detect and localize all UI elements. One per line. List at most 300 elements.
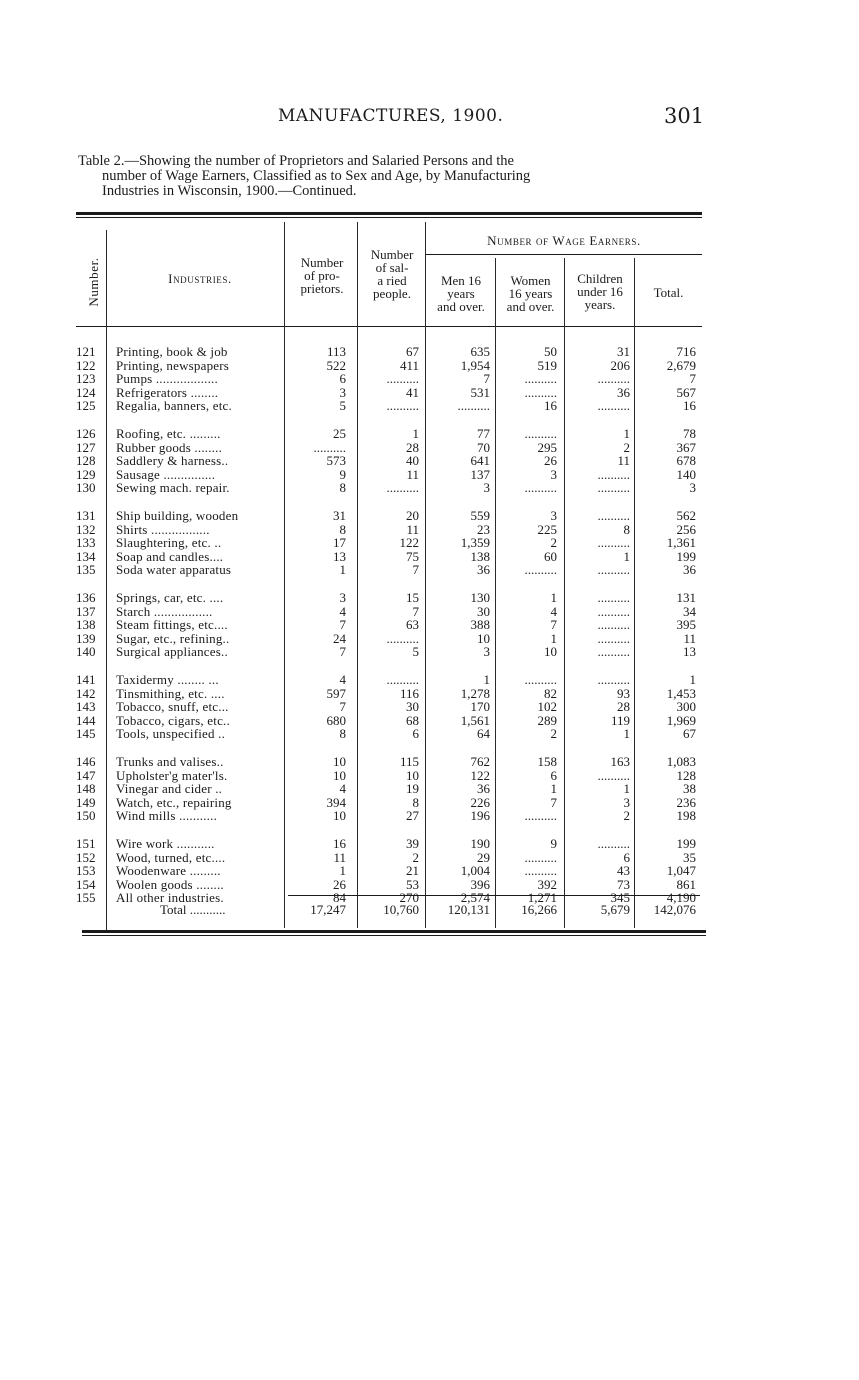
header-men-line: Men 16 [440, 273, 482, 288]
women-cell: 1,271 [527, 890, 557, 905]
proprietors-cell: 1 [339, 863, 346, 878]
proprietors-cell: 16 [333, 836, 346, 851]
industry-name: Tools, unspecified .. [116, 726, 226, 741]
men-cell: 3 [483, 480, 490, 495]
industry-name: Printing, book & job [116, 344, 228, 359]
row-number: 143 [76, 699, 96, 714]
children-cell: 345 [610, 890, 630, 905]
table-row [76, 837, 706, 851]
children-cell: .......... [597, 508, 630, 523]
children-cell: .......... [597, 836, 630, 851]
men-cell: .......... [457, 398, 490, 413]
total-row [76, 902, 706, 918]
proprietors-cell: 522 [326, 357, 346, 373]
men-cell: 531 [470, 384, 490, 400]
women-cell: 158 [537, 754, 557, 769]
men-cell: 635 [470, 344, 490, 359]
women-cell: 26 [544, 453, 557, 468]
men-cell: 196 [470, 808, 490, 823]
women-cell: 3 [550, 508, 557, 523]
men-cell: 36 [477, 781, 490, 796]
women-cell: 4 [550, 603, 557, 619]
men-cell: 559 [470, 508, 490, 523]
total-cell: 2,679 [666, 357, 696, 373]
salaried-cell: 115 [399, 754, 419, 769]
header-children-line: under 16 [577, 284, 623, 299]
industry-name: Ship building, wooden [116, 508, 239, 523]
total-cell: 716 [676, 344, 696, 359]
men-cell: 30 [477, 603, 490, 619]
men-cell: 1 [483, 672, 490, 687]
children-cell: .......... [597, 535, 630, 550]
proprietors-cell: 597 [326, 685, 346, 701]
children-cell: 31 [617, 344, 630, 359]
proprietors-cell: 31 [333, 508, 346, 523]
table-row [76, 645, 706, 659]
proprietors-cell: 7 [339, 644, 346, 659]
industry-name: Slaughtering, etc. .. [116, 535, 222, 550]
women-cell: .......... [524, 562, 557, 577]
women-cell: 102 [537, 699, 557, 714]
women-cell: .......... [524, 672, 557, 687]
header-proprietors-line: Number [300, 255, 344, 270]
proprietors-cell: 13 [333, 548, 346, 564]
table-row [76, 427, 706, 441]
industry-name: Wire work ........... [116, 836, 215, 851]
men-cell: 1,561 [460, 712, 490, 728]
industry-name: Tinsmithing, etc. .... [116, 685, 225, 701]
header-salaried [358, 248, 426, 300]
children-cell: .......... [597, 480, 630, 495]
salaried-cell: 40 [406, 453, 419, 468]
salaried-cell: 63 [406, 617, 419, 632]
salaried-cell: .......... [386, 672, 419, 687]
page-number: 301 [664, 104, 705, 128]
children-cell: .......... [597, 630, 630, 646]
table-top-rule [76, 212, 702, 215]
proprietors-cell: 8 [339, 521, 346, 537]
wage-earners-group-rule [426, 254, 702, 255]
salaried-cell: 15 [406, 590, 419, 605]
total-cell: 140 [676, 466, 696, 482]
children-cell: 163 [610, 754, 630, 769]
women-cell: 82 [544, 685, 557, 701]
women-cell: 16 [544, 398, 557, 413]
row-number: 153 [76, 863, 96, 878]
total-cell: 11 [683, 630, 696, 646]
row-number: 128 [76, 453, 96, 468]
row-number: 122 [76, 357, 96, 373]
children-cell: .......... [597, 672, 630, 687]
total-cell: 1,361 [666, 535, 696, 550]
total-cell: 1,083 [666, 754, 696, 769]
women-cell: 1 [550, 781, 557, 796]
row-number: 137 [76, 603, 96, 619]
proprietors-cell: 3 [339, 384, 346, 400]
children-cell: .......... [597, 562, 630, 577]
row-number: 146 [76, 754, 96, 769]
men-cell: 641 [470, 453, 490, 468]
proprietors-cell: 4 [339, 781, 346, 796]
total-cell: 861 [676, 876, 696, 892]
header-children [565, 272, 635, 311]
women-cell: 2 [550, 726, 557, 741]
row-number: 139 [76, 630, 96, 646]
proprietors-cell: 9 [339, 466, 346, 482]
industry-name: Sewing mach. repair. [116, 480, 230, 495]
table-row [76, 536, 706, 550]
women-cell: .......... [524, 384, 557, 400]
running-title: MANUFACTURES, 1900. [278, 106, 504, 126]
proprietors-cell: 3 [339, 590, 346, 605]
men-cell: 77 [477, 426, 490, 441]
row-number: 125 [76, 398, 96, 413]
salaried-cell: 21 [406, 863, 419, 878]
industry-name: Springs, car, etc. .... [116, 590, 224, 605]
proprietors-cell: 394 [326, 794, 346, 810]
children-cell: 11 [617, 453, 630, 468]
industry-name: All other industries. [116, 890, 224, 905]
industry-name: Regalia, banners, etc. [116, 398, 232, 413]
men-cell: 137 [470, 466, 490, 482]
header-industries: Industries. [168, 271, 232, 286]
table-row [76, 563, 706, 577]
caption-line-2: number of Wage Earners, Classified as to Sex and Age, by Manufacturing [102, 168, 531, 184]
industry-name: Woolen goods ........ [116, 876, 224, 892]
salaried-cell: 7 [412, 603, 419, 619]
men-cell: 226 [470, 794, 490, 810]
children-cell: .......... [597, 466, 630, 482]
total-cell: 367 [676, 439, 696, 455]
children-cell: .......... [597, 617, 630, 632]
industry-name: Vinegar and cider .. [116, 781, 223, 796]
industry-name: Pumps .................. [116, 371, 218, 386]
page-header [0, 104, 859, 134]
proprietors-cell: 8 [339, 726, 346, 741]
table-row [76, 399, 706, 413]
industry-name: Refrigerators ........ [116, 384, 219, 400]
children-cell: .......... [597, 398, 630, 413]
salaried-cell: 67 [406, 344, 419, 359]
women-cell: 50 [544, 344, 557, 359]
women-cell: 519 [537, 357, 557, 373]
header-number: Number. [86, 257, 101, 307]
men-cell: 170 [470, 699, 490, 714]
proprietors-cell: 84 [333, 890, 346, 905]
children-cell: 73 [617, 876, 630, 892]
industry-name: Tobacco, snuff, etc... [116, 699, 229, 714]
industry-name: Watch, etc., repairing [116, 794, 232, 810]
salaried-cell: 1 [412, 426, 419, 441]
women-cell: 1 [550, 630, 557, 646]
caption-line-3: Industries in Wisconsin, 1900.—Continued. [102, 183, 357, 199]
men-cell: 396 [470, 876, 490, 892]
total-cell: 67 [683, 726, 696, 741]
row-number: 142 [76, 685, 96, 701]
industry-name: Starch ................. [116, 603, 213, 619]
industry-name: Printing, newspapers [116, 357, 230, 373]
men-cell: 2,574 [460, 890, 490, 905]
proprietors-cell: 573 [326, 453, 346, 468]
total-cell: 198 [676, 808, 696, 823]
men-cell: 122 [470, 767, 490, 783]
women-cell: 60 [544, 548, 557, 564]
row-number: 154 [76, 876, 96, 892]
industry-name: Tobacco, cigars, etc.. [116, 712, 230, 728]
total-cell: 199 [676, 836, 696, 851]
men-cell: 388 [470, 617, 490, 632]
header-proprietors-line: prietors. [300, 281, 344, 296]
salaried-cell: 41 [406, 384, 419, 400]
women-cell: 3 [550, 466, 557, 482]
table-row [76, 372, 706, 386]
total-cell: 36 [683, 562, 696, 577]
header-children-line: Children [577, 271, 623, 286]
industry-name: Woodenware ......... [116, 863, 221, 878]
total-men: 120,131 [447, 902, 490, 917]
header-children-line: years. [584, 297, 616, 312]
salaried-cell: 2 [412, 849, 419, 865]
header-salaried-line: of sal- [375, 260, 409, 275]
header-women [496, 274, 565, 313]
women-cell: 392 [537, 876, 557, 892]
women-cell: 6 [550, 767, 557, 783]
women-cell: .......... [524, 808, 557, 823]
children-cell: 36 [617, 384, 630, 400]
salaried-cell: 53 [406, 876, 419, 892]
total-label: Total ........... [160, 902, 226, 917]
manufactures-table [76, 212, 706, 938]
women-cell: .......... [524, 480, 557, 495]
women-cell: .......... [524, 849, 557, 865]
proprietors-cell: 680 [326, 712, 346, 728]
header-bottom-rule [76, 326, 702, 327]
row-number: 136 [76, 590, 96, 605]
header-total: Total. [653, 285, 684, 300]
men-cell: 3 [483, 644, 490, 659]
total-children: 5,679 [600, 902, 630, 917]
row-number: 147 [76, 767, 96, 783]
industry-name: Sausage ............... [116, 466, 216, 482]
table-row [76, 782, 706, 796]
industry-name: Shirts ................. [116, 521, 210, 537]
row-number: 155 [76, 890, 96, 905]
table-row [76, 755, 706, 769]
table-row [76, 700, 706, 714]
total-cell: 128 [676, 767, 696, 783]
proprietors-cell: 8 [339, 480, 346, 495]
children-cell: 119 [610, 712, 630, 728]
total-cell: 236 [676, 794, 696, 810]
row-number: 127 [76, 439, 96, 455]
salaried-cell: .......... [386, 480, 419, 495]
proprietors-cell: 7 [339, 617, 346, 632]
row-number: 132 [76, 521, 96, 537]
total-cell: 1,969 [666, 712, 696, 728]
children-cell: 43 [617, 863, 630, 878]
women-cell: 2 [550, 535, 557, 550]
children-cell: 1 [623, 781, 630, 796]
total-cell: 78 [683, 426, 696, 441]
industry-name: Wind mills ........... [116, 808, 218, 823]
children-cell: 2 [623, 439, 630, 455]
total-cell: 4,190 [666, 890, 696, 905]
women-cell: .......... [524, 863, 557, 878]
row-number: 141 [76, 672, 96, 687]
header-men-line: years [447, 286, 475, 301]
proprietors-cell: 113 [326, 344, 346, 359]
header-men [426, 274, 496, 313]
salaried-cell: 10 [406, 767, 419, 783]
women-cell: 225 [537, 521, 557, 537]
proprietors-cell: 24 [333, 630, 346, 646]
industry-name: Surgical appliances.. [116, 644, 228, 659]
proprietors-cell: 25 [333, 426, 346, 441]
row-number: 151 [76, 836, 96, 851]
header-salaried-line: a ried [377, 273, 407, 288]
total-cell: 13 [683, 644, 696, 659]
men-cell: 70 [477, 439, 490, 455]
row-number: 121 [76, 344, 96, 359]
men-cell: 1,004 [460, 863, 490, 878]
salaried-cell: .......... [386, 371, 419, 386]
header-salaried-line: people. [373, 286, 411, 301]
women-cell: 289 [537, 712, 557, 728]
women-cell: 7 [550, 794, 557, 810]
salaried-cell: 270 [399, 890, 419, 905]
men-cell: 762 [470, 754, 490, 769]
industry-name: Saddlery & harness.. [116, 453, 229, 468]
header-proprietors-line: of pro- [304, 268, 340, 283]
total-cell: 300 [676, 699, 696, 714]
caption-line-1: Table 2.—Showing the number of Proprietors and Salaried Persons and the [78, 153, 514, 169]
column-divider [106, 230, 107, 930]
table-caption [78, 154, 702, 199]
row-number: 134 [76, 548, 96, 564]
children-cell: .......... [597, 590, 630, 605]
women-cell: 7 [550, 617, 557, 632]
total-cell: 395 [676, 617, 696, 632]
table-row [76, 509, 706, 523]
salaried-cell: .......... [386, 398, 419, 413]
industry-name: Soap and candles.... [116, 548, 224, 564]
total-cell: 199 [676, 548, 696, 564]
proprietors-cell: 1 [339, 562, 346, 577]
total-cell: 1 [689, 672, 696, 687]
row-number: 124 [76, 384, 96, 400]
row-number: 149 [76, 794, 96, 810]
children-cell: 1 [623, 548, 630, 564]
salaried-cell: 19 [406, 781, 419, 796]
header-salaried-line: Number [370, 247, 414, 262]
proprietors-cell: .......... [313, 439, 346, 455]
row-number: 131 [76, 508, 96, 523]
salaried-cell: 7 [412, 562, 419, 577]
men-cell: 190 [470, 836, 490, 851]
salaried-cell: .......... [386, 630, 419, 646]
industry-name: Soda water apparatus [116, 562, 232, 577]
table-row [76, 673, 706, 687]
men-cell: 1,954 [460, 357, 490, 373]
proprietors-cell: 4 [339, 672, 346, 687]
row-number: 145 [76, 726, 96, 741]
industry-name: Upholster'g mater'ls. [116, 767, 228, 783]
women-cell: 1 [550, 590, 557, 605]
row-number: 126 [76, 426, 96, 441]
row-number: 148 [76, 781, 96, 796]
salaried-cell: 68 [406, 712, 419, 728]
women-cell: .......... [524, 371, 557, 386]
total-cell: 131 [676, 590, 696, 605]
women-cell: 10 [544, 644, 557, 659]
table-row [76, 864, 706, 878]
industry-name: Sugar, etc., refining.. [116, 630, 230, 646]
total-proprietors: 17,247 [310, 902, 346, 917]
table-row [76, 591, 706, 605]
total-rule [288, 895, 700, 896]
salaried-cell: 75 [406, 548, 419, 564]
children-cell: 28 [617, 699, 630, 714]
total-cell: 562 [676, 508, 696, 523]
table-row [76, 345, 706, 359]
proprietors-cell: 10 [333, 808, 346, 823]
children-cell: 8 [623, 521, 630, 537]
salaried-cell: 28 [406, 439, 419, 455]
header-women-line: Women [510, 273, 551, 288]
total-cell: 38 [683, 781, 696, 796]
table-row [76, 809, 706, 823]
total-salaried: 10,760 [383, 902, 419, 917]
header-women-line: and over. [506, 299, 555, 314]
men-cell: 7 [483, 371, 490, 386]
men-cell: 1,359 [460, 535, 490, 550]
salaried-cell: 39 [406, 836, 419, 851]
row-number: 133 [76, 535, 96, 550]
row-number: 138 [76, 617, 96, 632]
men-cell: 130 [470, 590, 490, 605]
total-women: 16,266 [521, 902, 557, 917]
children-cell: 6 [623, 849, 630, 865]
men-cell: 36 [477, 562, 490, 577]
total-cell: 16 [683, 398, 696, 413]
row-number: 140 [76, 644, 96, 659]
industry-name: Taxidermy ........ ... [116, 672, 219, 687]
proprietors-cell: 10 [333, 767, 346, 783]
total-cell: 1,453 [666, 685, 696, 701]
total-cell: 35 [683, 849, 696, 865]
row-number: 123 [76, 371, 96, 386]
men-cell: 1,278 [460, 685, 490, 701]
table-bottom-rule [82, 930, 706, 933]
proprietors-cell: 4 [339, 603, 346, 619]
salaried-cell: 6 [412, 726, 419, 741]
proprietors-cell: 26 [333, 876, 346, 892]
men-cell: 23 [477, 521, 490, 537]
women-cell: 9 [550, 836, 557, 851]
table-row [76, 618, 706, 632]
industry-name: Wood, turned, etc.... [116, 849, 226, 865]
header-men-line: and over. [437, 299, 485, 314]
row-number: 130 [76, 480, 96, 495]
children-cell: 206 [610, 357, 630, 373]
total-cell: 567 [676, 384, 696, 400]
children-cell: 93 [617, 685, 630, 701]
salaried-cell: 11 [406, 521, 419, 537]
men-cell: 138 [470, 548, 490, 564]
proprietors-cell: 7 [339, 699, 346, 714]
men-cell: 29 [477, 849, 490, 865]
total-cell: 7 [689, 371, 696, 386]
